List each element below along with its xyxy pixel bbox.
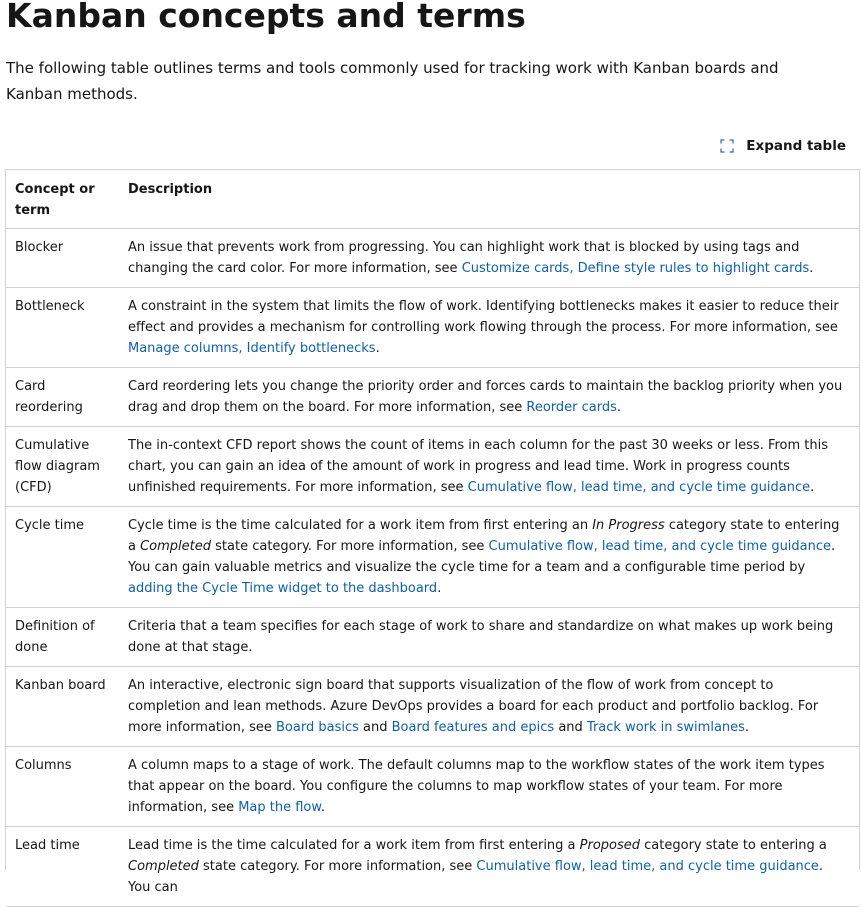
link-cumulative-flow-guidance[interactable]: Cumulative flow, lead time, and cycle time guidance: [467, 480, 811, 495]
term-cell: Definition of done: [6, 608, 119, 667]
page-title: Kanban concepts and terms: [6, 0, 526, 35]
term-cell: Blocker: [6, 229, 119, 288]
table-row: [6, 288, 859, 368]
table-header-row: [6, 170, 859, 229]
link-customize-cards[interactable]: Customize cards, Define style rules to highlight cards: [461, 261, 810, 276]
table-row: [6, 229, 859, 288]
description-text: Criteria that a team specifies for each stage of work to share and standardize on what makes up work being done at that stage.: [128, 619, 834, 655]
description-text: Card reordering lets you change the priority order and forces cards to maintain the backlog priority when you drag and drop them on the board. For more information, see: [128, 379, 843, 415]
description-text: and: [554, 720, 587, 735]
description-cell: [119, 747, 859, 827]
description-cell: [119, 427, 859, 507]
description-text: Lead time is the time calculated for a work item from first entering a: [128, 838, 580, 853]
description-cell: [119, 229, 859, 288]
link-map-the-flow[interactable]: Map the flow: [238, 800, 321, 815]
description-text: state category. For more information, see: [198, 859, 477, 874]
description-text: and: [358, 720, 392, 735]
column-header-description: Description: [119, 170, 859, 229]
description-cell: [119, 288, 859, 368]
description-text: category state to entering a: [128, 518, 840, 554]
expand-table-button[interactable]: [720, 135, 846, 157]
description-text: The in-context CFD report shows the count of items in each column for the past 30 weeks or less. From this chart, you can gain an idea of the amount of work in progress and lead time. Work in progress counts unfinished requirements. For more information, see: [128, 438, 829, 495]
table-row: [6, 427, 859, 507]
description-text: A column maps to a stage of work. The default columns map to the workflow states of the work item types that appear on the board. You configure the columns to map workflow states of your team. For more information, see: [128, 758, 825, 815]
description-text: An interactive, electronic sign board that supports visualization of the flow of work from concept to completion and lean methods. Azure DevOps provides a board for each product and portfolio backlog. For more information, see: [128, 678, 819, 735]
description-text: .: [616, 400, 622, 415]
description-text: . You can: [128, 859, 824, 895]
link-manage-columns[interactable]: Manage columns, Identify bottlenecks: [128, 341, 376, 356]
term-cell: Columns: [6, 747, 119, 827]
emphasis-text: In Progress: [592, 518, 665, 533]
description-text: .: [375, 341, 380, 356]
description-cell: [119, 368, 859, 427]
intro-paragraph: The following table outlines terms and tools commonly used for tracking work with Kanban boards and Kanban methods.: [6, 59, 779, 103]
table-row: [6, 608, 859, 667]
column-header-concept: Concept or term: [6, 170, 119, 229]
emphasis-text: Completed: [140, 539, 212, 554]
description-text: .: [744, 720, 750, 735]
expand-table-label: Expand table: [746, 138, 846, 154]
terms-table: [6, 170, 859, 907]
link-board-features[interactable]: Board features and epics: [391, 720, 555, 735]
link-board-basics[interactable]: Board basics: [276, 720, 359, 735]
description-text: . You can gain valuable metrics and visualize the cycle time for a team and a configurable time period by: [128, 539, 836, 575]
link-cycle-time-widget[interactable]: adding the Cycle Time widget to the dashboard: [128, 581, 438, 596]
description-text: category state to entering a: [640, 838, 827, 853]
term-cell: Kanban board: [6, 667, 119, 747]
emphasis-text: Proposed: [579, 838, 641, 853]
expand-icon: [720, 139, 734, 153]
description-text: A constraint in the system that limits the flow of work. Identifying bottlenecks makes it easier to reduce their effect and provides a mechanism for controlling work flowing through the process. For more information, see: [128, 299, 839, 335]
term-cell: Card reordering: [6, 368, 119, 427]
description-cell: [119, 667, 859, 747]
term-cell: Bottleneck: [6, 288, 119, 368]
description-cell: [119, 507, 859, 608]
table-row: [6, 667, 859, 747]
table-row: [6, 747, 859, 827]
term-cell: Cumulative flow diagram (CFD): [6, 427, 119, 507]
emphasis-text: Completed: [128, 859, 199, 874]
description-text: .: [809, 261, 814, 276]
link-reorder-cards[interactable]: Reorder cards: [526, 400, 617, 415]
description-cell: [119, 827, 859, 907]
description-text: An issue that prevents work from progressing. You can highlight work that is blocked by using tags and changing the card color. For more information, see: [128, 240, 800, 276]
description-cell: [119, 608, 859, 667]
term-cell: Cycle time: [6, 507, 119, 608]
description-text: .: [437, 581, 442, 596]
description-text: Cycle time is the time calculated for a work item from first entering an: [128, 518, 593, 533]
link-cumulative-flow-guidance[interactable]: Cumulative flow, lead time, and cycle time guidance: [488, 539, 832, 554]
table-row: [6, 507, 859, 608]
link-cumulative-flow-guidance[interactable]: Cumulative flow, lead time, and cycle time guidance: [476, 859, 819, 874]
table-row: [6, 827, 859, 907]
description-text: .: [320, 800, 325, 815]
description-text: state category. For more information, see: [211, 539, 489, 554]
link-track-swimlanes[interactable]: Track work in swimlanes: [586, 720, 745, 735]
table-row: [6, 368, 859, 427]
terms-table-container: [5, 169, 860, 895]
description-text: .: [810, 480, 815, 495]
term-cell: Lead time: [6, 827, 119, 907]
